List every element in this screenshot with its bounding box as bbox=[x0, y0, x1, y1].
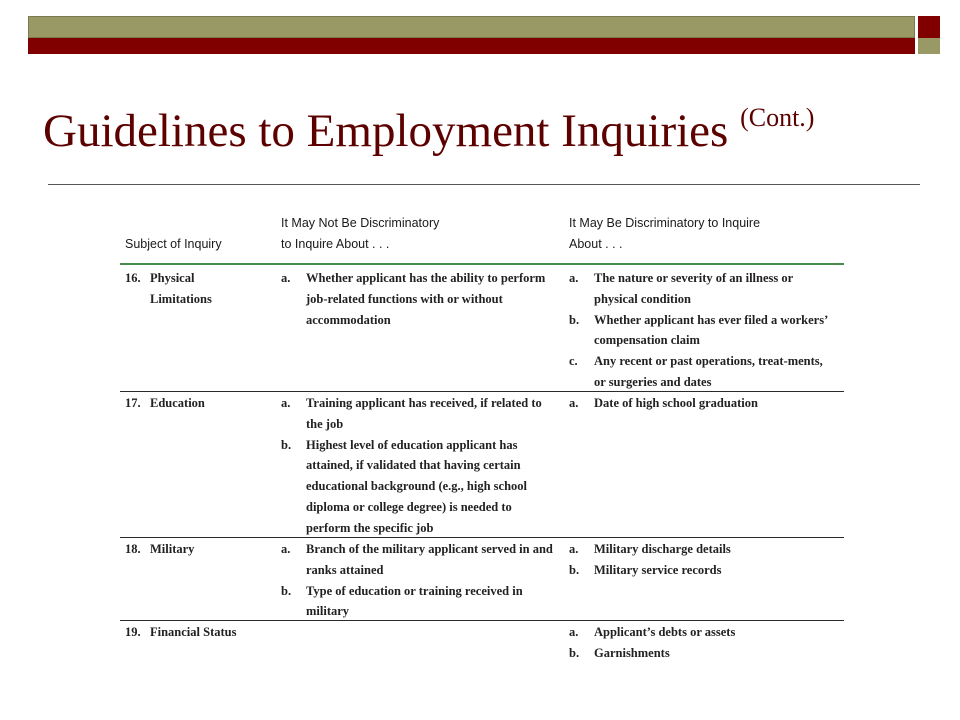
row-17-discriminatory bbox=[569, 393, 835, 414]
row-16-discriminatory bbox=[569, 268, 835, 393]
row-18-discriminatory bbox=[569, 539, 835, 581]
item-text: Garnishments bbox=[594, 645, 670, 660]
item-text: Date of high school graduation bbox=[594, 396, 758, 410]
item-letter: b. bbox=[281, 437, 292, 452]
band-corner-square-bottom bbox=[918, 38, 940, 54]
item-letter: b. bbox=[569, 312, 580, 327]
header-rule bbox=[120, 263, 844, 265]
row-16-subject-line2: Limitations bbox=[150, 291, 212, 306]
item-text: Type of education or training received in military bbox=[306, 583, 523, 619]
row-19-disc-item-b bbox=[569, 643, 835, 664]
row-16-not-discriminatory bbox=[281, 268, 559, 330]
row-18-subject bbox=[125, 539, 275, 560]
item-letter: a. bbox=[281, 542, 291, 556]
header-not-discriminatory-line1: It May Not Be Discriminatory bbox=[281, 216, 440, 230]
slide-title-suffix: (Cont.) bbox=[740, 103, 815, 132]
row-17-not-disc-item-b bbox=[281, 435, 559, 539]
item-text: Highest level of education applicant has attained, if validated that having certain educational background (e.g., high school diploma or college degree) is needed to perform the specific job bbox=[306, 437, 527, 535]
row-19-number: 19. bbox=[125, 625, 141, 639]
row-18-disc-item-a bbox=[569, 539, 835, 560]
slide-title-text: Guidelines to Employment Inquiries bbox=[43, 105, 729, 157]
row-17-not-discriminatory bbox=[281, 393, 559, 539]
header-band bbox=[28, 16, 942, 56]
row-19-subject-line1: Financial Status bbox=[150, 625, 237, 639]
item-text: Training applicant has received, if related to the job bbox=[306, 396, 542, 431]
row-divider bbox=[120, 620, 844, 621]
item-letter: a. bbox=[569, 271, 579, 285]
header-not-discriminatory bbox=[281, 213, 561, 255]
row-16-disc-item-a bbox=[569, 268, 835, 310]
row-18-not-disc-item-b bbox=[281, 581, 559, 623]
item-text: Whether applicant has the ability to perform job-related functions with or without accommodation bbox=[306, 271, 546, 327]
row-17-subject bbox=[125, 393, 275, 414]
item-letter: b. bbox=[569, 645, 580, 660]
item-text: Whether applicant has ever filed a workers’ compensation claim bbox=[594, 312, 828, 348]
header-discriminatory-line2: About . . . bbox=[569, 237, 623, 251]
row-18-disc-item-b bbox=[569, 560, 835, 581]
row-17-disc-item-a bbox=[569, 393, 835, 414]
row-18-number: 18. bbox=[125, 542, 141, 556]
band-corner-square-top bbox=[918, 16, 940, 38]
item-letter: a. bbox=[281, 396, 291, 410]
row-17-number: 17. bbox=[125, 396, 141, 410]
row-19-subject bbox=[125, 622, 275, 643]
row-17-not-disc-item-a bbox=[281, 393, 559, 435]
row-16-disc-item-b bbox=[569, 310, 835, 352]
band-maroon-bar bbox=[28, 38, 915, 54]
item-text: Military discharge details bbox=[594, 542, 731, 556]
row-16-subject-line1: Physical bbox=[150, 271, 195, 285]
item-letter: b. bbox=[281, 583, 292, 598]
row-18-not-discriminatory bbox=[281, 539, 559, 622]
item-text: The nature or severity of an illness or physical condition bbox=[594, 271, 793, 306]
item-letter: b. bbox=[569, 562, 580, 577]
row-18-not-disc-item-a bbox=[281, 539, 559, 581]
row-16-number: 16. bbox=[125, 271, 141, 285]
item-text: Any recent or past operations, treat-ments, or surgeries and dates bbox=[594, 354, 823, 389]
row-17-subject-line1: Education bbox=[150, 396, 205, 410]
slide-title bbox=[43, 104, 814, 158]
header-discriminatory-line1: It May Be Discriminatory to Inquire bbox=[569, 216, 761, 230]
row-19-discriminatory bbox=[569, 622, 835, 664]
item-letter: a. bbox=[569, 396, 579, 410]
band-olive-bar bbox=[28, 16, 915, 38]
header-subject: Subject of Inquiry bbox=[125, 237, 222, 251]
item-letter: a. bbox=[281, 271, 291, 285]
row-18-subject-line1: Military bbox=[150, 542, 195, 556]
row-16-subject bbox=[125, 268, 275, 310]
item-text: Military service records bbox=[594, 562, 722, 577]
row-divider bbox=[120, 391, 844, 392]
row-16-not-disc-item-a bbox=[281, 268, 559, 330]
item-letter: a. bbox=[569, 625, 579, 639]
item-letter: c. bbox=[569, 354, 578, 369]
row-16-disc-item-c bbox=[569, 351, 835, 393]
header-discriminatory bbox=[569, 213, 844, 255]
item-letter: a. bbox=[569, 542, 579, 556]
header-not-discriminatory-line2: to Inquire About . . . bbox=[281, 237, 390, 251]
title-divider bbox=[48, 184, 920, 185]
row-19-disc-item-a bbox=[569, 622, 835, 643]
item-text: Applicant’s debts or assets bbox=[594, 625, 736, 639]
row-divider bbox=[120, 537, 844, 538]
item-text: Branch of the military applicant served in and ranks attained bbox=[306, 542, 553, 577]
